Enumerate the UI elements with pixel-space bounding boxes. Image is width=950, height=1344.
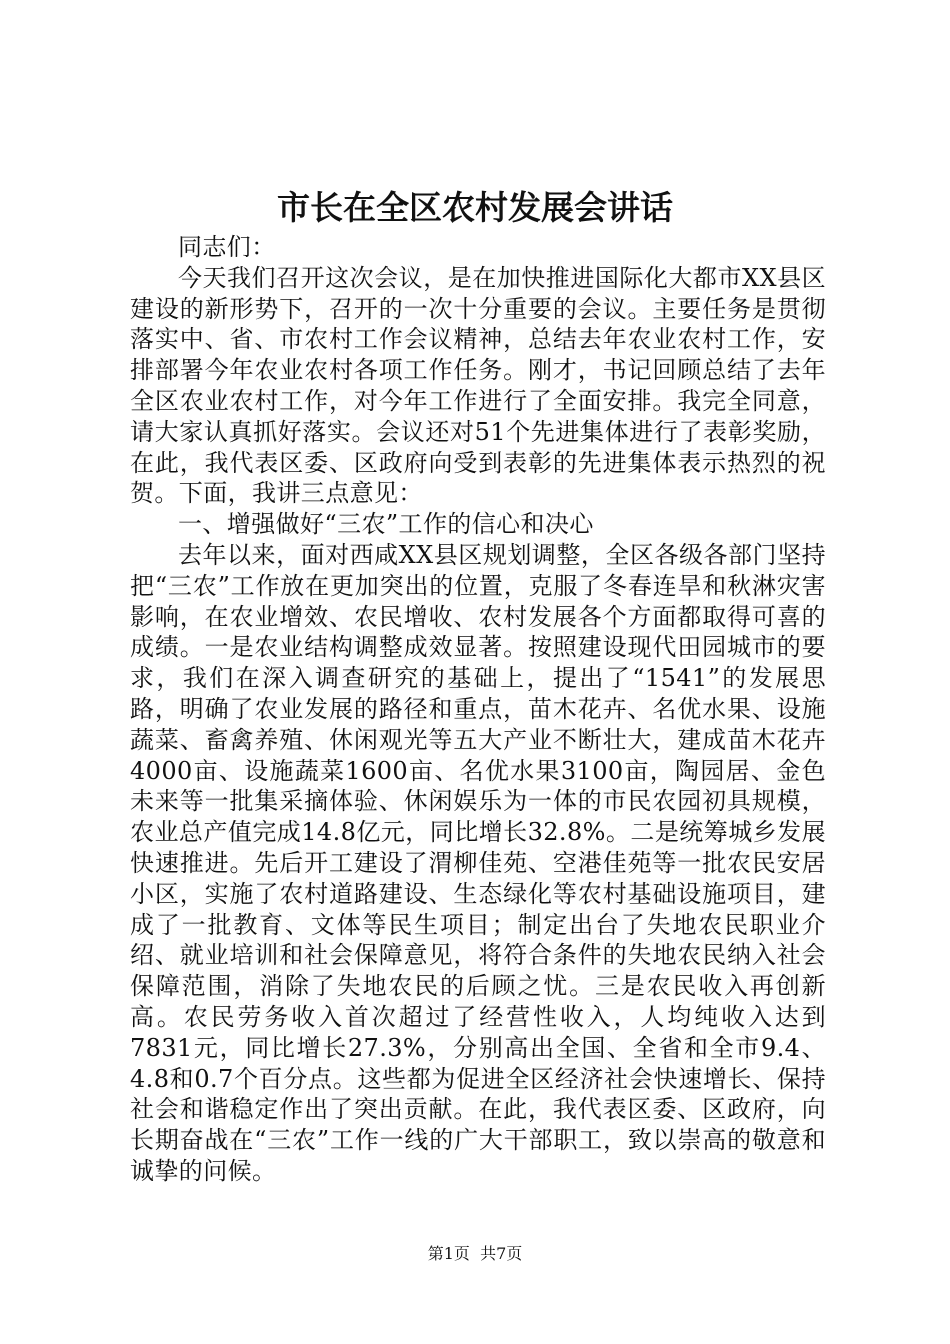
document-body xyxy=(130,232,826,1187)
page-footer xyxy=(0,1244,950,1264)
salutation: 同志们： xyxy=(178,233,276,261)
intro-paragraph: 今天我们召开这次会议，是在加快推进国际化大都市XX县区建设的新形势下，召开的一次十分重要的会议。主要任务是贯彻落实中、省、市农村工作会议精神，总结去年农业农村工作，安排部署今年农业农村各项工作任务。刚才，书记回顾总结了去年全区农业农村工作，对今年工作进行了全面安排。我完全同意，请大家认真抓好落实。会议还对51个先进集体进行了表彰奖励，在此，我代表区委、区政府向受到表彰的先进集体表示热烈的祝贺。下面，我讲三点意见： xyxy=(130,263,826,508)
body-paragraph: 去年以来，面对西咸XX县区规划调整，全区各级各部门坚持把“三农”工作放在更加突出的位置，克服了冬春连旱和秋淋灾害影响，在农业增效、农民增收、农村发展各个方面都取得可喜的成绩。一是农业结构调整成效显著。按照建设现代田园城市的要求，我们在深入调查研究的基础上，提出了“1541”的发展思路，明确了农业发展的路径和重点，苗木花卉、名优水果、设施蔬菜、畜禽养殖、休闲观光等五大产业不断壮大，建成苗木花卉4000亩、设施蔬菜1600亩、名优水果3100亩，陶园居、金色未来等一批集采摘体验、休闲娱乐为一体的市民农园初具规模，农业总产值完成14.8亿元，同比增长32.8%。二是统筹城乡发展快速推进。先后开工建设了渭柳佳苑、空港佳苑等一批农民安居小区，实施了农村道路建设、生态绿化等农村基础设施项目，建成了一批教育、文体等民生项目；制定出台了失地农民职业介绍、就业培训和社会保障意见，将符合条件的失地农民纳入社会保障范围，消除了失地农民的后顾之忧。三是农民收入再创新高。农民劳务收入首次超过了经营性收入，人均纯收入达到7831元，同比增长27.3%，分别高出全国、全省和全市9.4、4.8和0.7个百分点。这些都为促进全区经济社会快速增长、保持社会和谐稳定作出了突出贡献。在此，我代表区委、区政府，向长期奋战在“三农”工作一线的广大干部职工，致以崇高的敬意和诚挚的问候。 xyxy=(130,540,826,1185)
document-title: 市长在全区农村发展会讲话 xyxy=(277,188,673,227)
page-number: 第1页 共7页 xyxy=(427,1244,523,1263)
section-heading: 一、增强做好“三农”工作的信心和决心 xyxy=(178,510,594,539)
